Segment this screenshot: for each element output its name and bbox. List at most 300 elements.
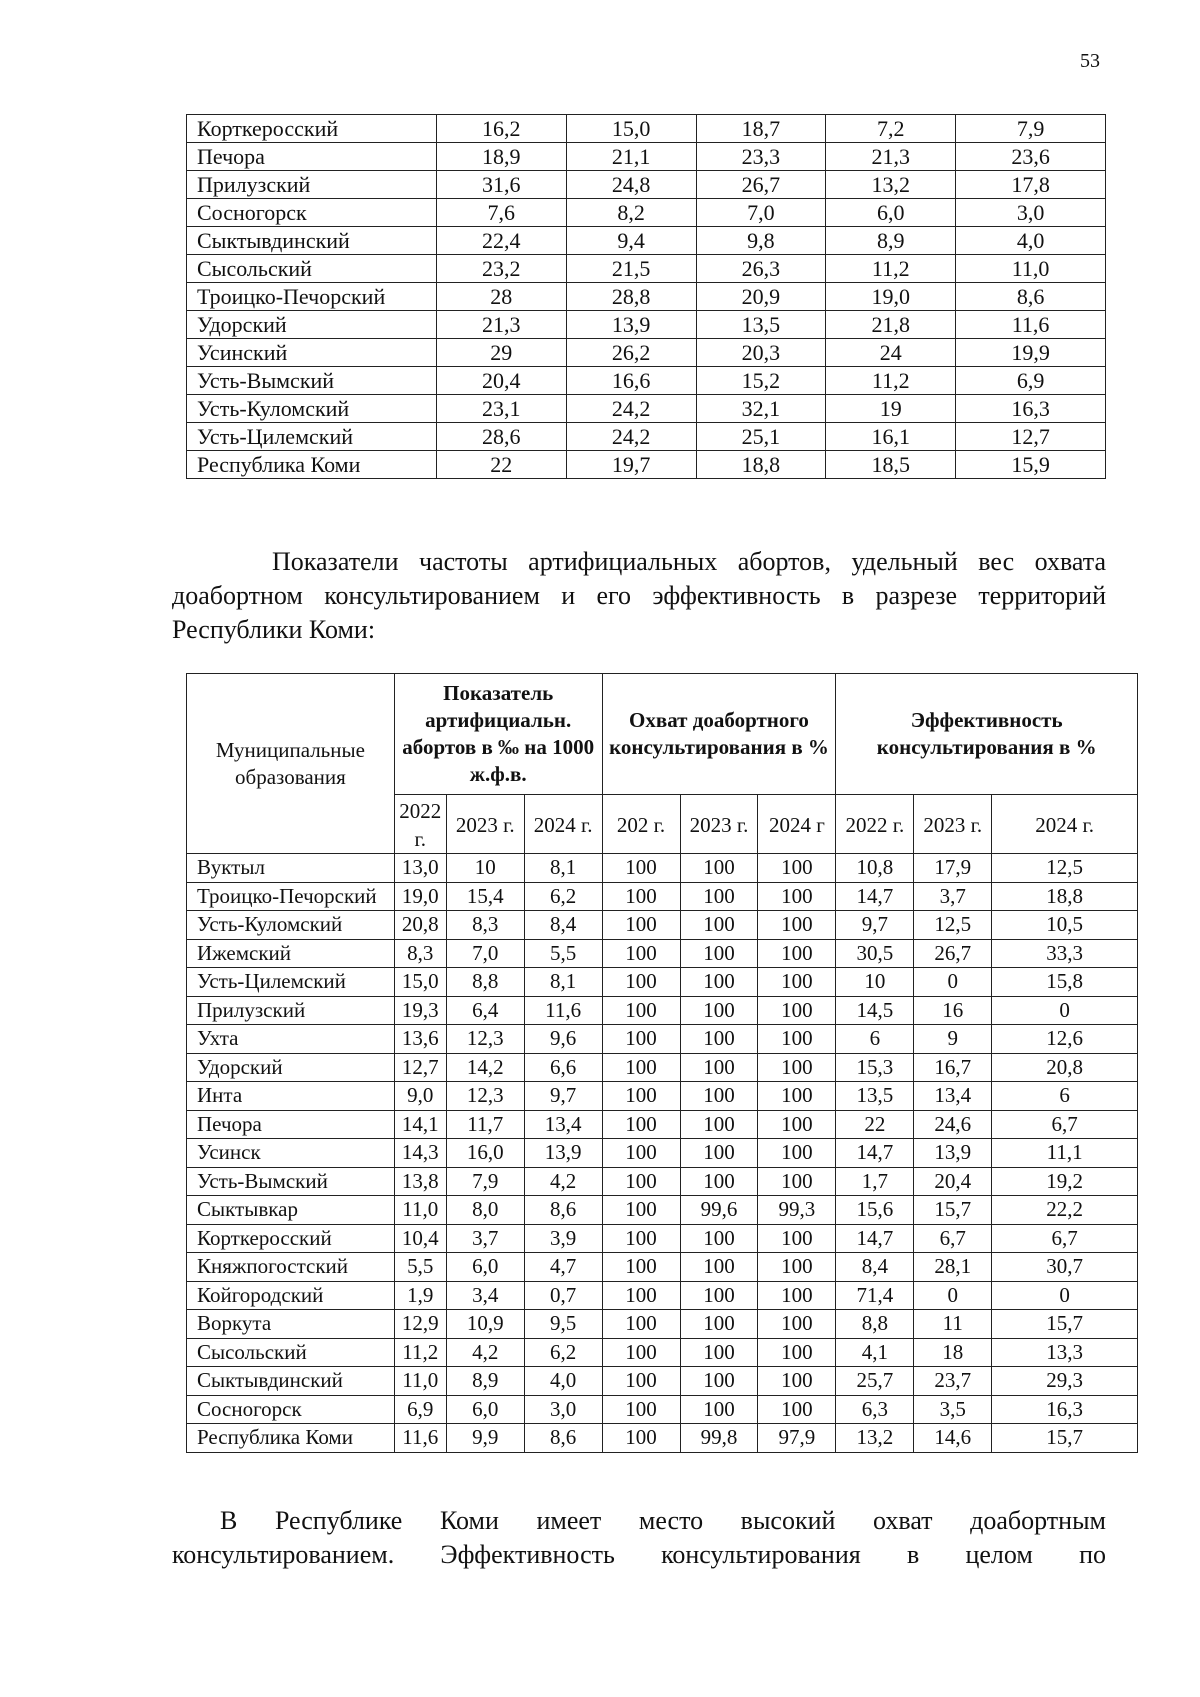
value-cell: 100	[602, 968, 680, 997]
value-cell: 9,9	[446, 1424, 524, 1453]
value-cell: 99,8	[680, 1424, 758, 1453]
value-cell: 6,7	[992, 1224, 1138, 1253]
value-cell: 15,7	[992, 1310, 1138, 1339]
value-cell: 0	[914, 968, 992, 997]
value-cell: 100	[602, 996, 680, 1025]
value-cell: 15,2	[696, 367, 826, 395]
value-cell: 3,7	[446, 1224, 524, 1253]
value-cell: 8,1	[524, 968, 602, 997]
value-cell: 100	[602, 854, 680, 883]
table-row	[187, 1167, 1138, 1196]
value-cell: 13,9	[914, 1139, 992, 1168]
region-name: Троицко-Печорский	[187, 882, 395, 911]
value-cell: 0	[992, 1281, 1138, 1310]
value-cell: 12,5	[914, 911, 992, 940]
header-efficiency: Эффективность консультирования в %	[836, 674, 1138, 795]
value-cell: 24,2	[566, 395, 696, 423]
value-cell: 100	[602, 1424, 680, 1453]
value-cell: 31,6	[436, 171, 566, 199]
year-header: 2022 г.	[836, 795, 914, 854]
value-cell: 15,9	[956, 451, 1106, 479]
table-row	[187, 171, 1106, 199]
value-cell: 100	[758, 1395, 836, 1424]
value-cell: 4,0	[956, 227, 1106, 255]
value-cell: 25,1	[696, 423, 826, 451]
table-row	[187, 1395, 1138, 1424]
value-cell: 21,3	[826, 143, 956, 171]
value-cell: 100	[758, 1367, 836, 1396]
value-cell: 100	[602, 1338, 680, 1367]
value-cell: 100	[758, 1281, 836, 1310]
value-cell: 8,6	[524, 1196, 602, 1225]
value-cell: 6,9	[394, 1395, 446, 1424]
value-cell: 20,3	[696, 339, 826, 367]
table-row	[187, 1424, 1138, 1453]
table-row	[187, 311, 1106, 339]
value-cell: 21,8	[826, 311, 956, 339]
value-cell: 100	[758, 882, 836, 911]
table-row	[187, 882, 1138, 911]
value-cell: 15,7	[992, 1424, 1138, 1453]
value-cell: 100	[680, 939, 758, 968]
year-header: 2023 г.	[680, 795, 758, 854]
value-cell: 8,8	[446, 968, 524, 997]
value-cell: 28	[436, 283, 566, 311]
value-cell: 100	[602, 1310, 680, 1339]
value-cell: 9,8	[696, 227, 826, 255]
value-cell: 9,4	[566, 227, 696, 255]
value-cell: 13,3	[992, 1338, 1138, 1367]
table-row	[187, 1110, 1138, 1139]
value-cell: 13,9	[566, 311, 696, 339]
value-cell: 20,9	[696, 283, 826, 311]
value-cell: 13,5	[836, 1082, 914, 1111]
value-cell: 4,2	[446, 1338, 524, 1367]
value-cell: 100	[758, 996, 836, 1025]
year-header: 2024 г	[758, 795, 836, 854]
table-row	[187, 1367, 1138, 1396]
value-cell: 8,3	[394, 939, 446, 968]
value-cell: 23,1	[436, 395, 566, 423]
value-cell: 100	[680, 1025, 758, 1054]
value-cell: 100	[758, 1224, 836, 1253]
value-cell: 100	[680, 1338, 758, 1367]
value-cell: 10	[836, 968, 914, 997]
region-name: Усть-Куломский	[187, 911, 395, 940]
value-cell: 10,8	[836, 854, 914, 883]
value-cell: 13,0	[394, 854, 446, 883]
value-cell: 28,8	[566, 283, 696, 311]
intro-paragraph: Показатели частоты артифициальных абортов, удельный вес охвата доабортном консультированием и его эффективность в разрезе территорий Республики Коми:	[172, 547, 1106, 644]
value-cell: 9,6	[524, 1025, 602, 1054]
region-name: Корткеросский	[187, 1224, 395, 1253]
region-name: Вуктыл	[187, 854, 395, 883]
region-name: Сыктывдинский	[187, 227, 437, 255]
value-cell: 13,8	[394, 1167, 446, 1196]
region-name: Усть-Цилемский	[187, 423, 437, 451]
region-name: Усть-Цилемский	[187, 968, 395, 997]
value-cell: 7,9	[956, 115, 1106, 143]
year-header: 2023 г.	[914, 795, 992, 854]
value-cell: 8,1	[524, 854, 602, 883]
value-cell: 20,4	[914, 1167, 992, 1196]
value-cell: 4,2	[524, 1167, 602, 1196]
value-cell: 14,1	[394, 1110, 446, 1139]
value-cell: 6,3	[836, 1395, 914, 1424]
region-name: Республика Коми	[187, 1424, 395, 1453]
value-cell: 14,2	[446, 1053, 524, 1082]
value-cell: 100	[758, 939, 836, 968]
value-cell: 15,0	[566, 115, 696, 143]
value-cell: 100	[680, 1281, 758, 1310]
value-cell: 100	[758, 911, 836, 940]
value-cell: 13,9	[524, 1139, 602, 1168]
value-cell: 14,3	[394, 1139, 446, 1168]
value-cell: 21,1	[566, 143, 696, 171]
value-cell: 100	[680, 1110, 758, 1139]
table-regions-1	[186, 114, 1106, 479]
value-cell: 18,9	[436, 143, 566, 171]
value-cell: 16,0	[446, 1139, 524, 1168]
region-name: Удорский	[187, 311, 437, 339]
value-cell: 100	[758, 968, 836, 997]
value-cell: 7,2	[826, 115, 956, 143]
page-number: 53	[1080, 50, 1100, 72]
table-row	[187, 199, 1106, 227]
value-cell: 22,2	[992, 1196, 1138, 1225]
value-cell: 7,6	[436, 199, 566, 227]
value-cell: 6,2	[524, 882, 602, 911]
value-cell: 20,4	[436, 367, 566, 395]
table-row	[187, 1224, 1138, 1253]
value-cell: 10,5	[992, 911, 1138, 940]
value-cell: 3,9	[524, 1224, 602, 1253]
value-cell: 11,0	[394, 1367, 446, 1396]
value-cell: 100	[602, 939, 680, 968]
value-cell: 100	[680, 854, 758, 883]
value-cell: 100	[680, 1367, 758, 1396]
region-name: Усинск	[187, 1139, 395, 1168]
region-name: Усинский	[187, 339, 437, 367]
value-cell: 11	[914, 1310, 992, 1339]
table-row	[187, 968, 1138, 997]
table-row	[187, 1025, 1138, 1054]
value-cell: 9	[914, 1025, 992, 1054]
value-cell: 25,7	[836, 1367, 914, 1396]
value-cell: 100	[758, 1025, 836, 1054]
value-cell: 100	[680, 968, 758, 997]
value-cell: 8,2	[566, 199, 696, 227]
value-cell: 26,2	[566, 339, 696, 367]
value-cell: 100	[680, 1310, 758, 1339]
value-cell: 11,7	[446, 1110, 524, 1139]
region-name: Княжпогостский	[187, 1253, 395, 1282]
value-cell: 8,4	[524, 911, 602, 940]
region-name: Корткеросский	[187, 115, 437, 143]
value-cell: 19,0	[826, 283, 956, 311]
value-cell: 100	[602, 1281, 680, 1310]
value-cell: 100	[758, 1310, 836, 1339]
value-cell: 18,5	[826, 451, 956, 479]
region-name: Удорский	[187, 1053, 395, 1082]
table-row	[187, 255, 1106, 283]
value-cell: 100	[758, 1167, 836, 1196]
region-name: Прилузский	[187, 996, 395, 1025]
value-cell: 7,0	[446, 939, 524, 968]
region-name: Ухта	[187, 1025, 395, 1054]
value-cell: 22	[836, 1110, 914, 1139]
value-cell: 5,5	[394, 1253, 446, 1282]
table-row	[187, 911, 1138, 940]
table-row	[187, 854, 1138, 883]
value-cell: 19,2	[992, 1167, 1138, 1196]
value-cell: 100	[602, 1082, 680, 1111]
value-cell: 3,5	[914, 1395, 992, 1424]
region-name: Усть-Вымский	[187, 367, 437, 395]
region-name: Прилузский	[187, 171, 437, 199]
value-cell: 9,0	[394, 1082, 446, 1111]
value-cell: 12,6	[992, 1025, 1138, 1054]
value-cell: 6,6	[524, 1053, 602, 1082]
value-cell: 21,3	[436, 311, 566, 339]
value-cell: 12,7	[394, 1053, 446, 1082]
value-cell: 16,6	[566, 367, 696, 395]
value-cell: 14,7	[836, 1224, 914, 1253]
table-row	[187, 115, 1106, 143]
value-cell: 3,4	[446, 1281, 524, 1310]
table-row	[187, 996, 1138, 1025]
value-cell: 12,9	[394, 1310, 446, 1339]
table-row	[187, 227, 1106, 255]
value-cell: 30,7	[992, 1253, 1138, 1282]
value-cell: 100	[758, 1253, 836, 1282]
value-cell: 9,7	[524, 1082, 602, 1111]
year-header: 2024 г.	[992, 795, 1138, 854]
value-cell: 19,0	[394, 882, 446, 911]
value-cell: 8,9	[446, 1367, 524, 1396]
value-cell: 100	[680, 996, 758, 1025]
value-cell: 23,7	[914, 1367, 992, 1396]
value-cell: 28,1	[914, 1253, 992, 1282]
value-cell: 99,3	[758, 1196, 836, 1225]
value-cell: 4,1	[836, 1338, 914, 1367]
value-cell: 13,2	[836, 1424, 914, 1453]
value-cell: 13,5	[696, 311, 826, 339]
value-cell: 18,8	[992, 882, 1138, 911]
region-name: Воркута	[187, 1310, 395, 1339]
value-cell: 14,5	[836, 996, 914, 1025]
value-cell: 28,6	[436, 423, 566, 451]
table-row	[187, 395, 1106, 423]
value-cell: 6,4	[446, 996, 524, 1025]
year-header: 202 г.	[602, 795, 680, 854]
value-cell: 24,2	[566, 423, 696, 451]
value-cell: 100	[758, 1110, 836, 1139]
value-cell: 100	[758, 1139, 836, 1168]
value-cell: 18	[914, 1338, 992, 1367]
value-cell: 1,9	[394, 1281, 446, 1310]
value-cell: 17,8	[956, 171, 1106, 199]
value-cell: 9,5	[524, 1310, 602, 1339]
value-cell: 10,4	[394, 1224, 446, 1253]
value-cell: 15,6	[836, 1196, 914, 1225]
value-cell: 10	[446, 854, 524, 883]
value-cell: 8,8	[836, 1310, 914, 1339]
value-cell: 20,8	[394, 911, 446, 940]
value-cell: 100	[602, 1110, 680, 1139]
value-cell: 15,8	[992, 968, 1138, 997]
value-cell: 9,7	[836, 911, 914, 940]
value-cell: 100	[602, 1139, 680, 1168]
value-cell: 71,4	[836, 1281, 914, 1310]
value-cell: 16	[914, 996, 992, 1025]
value-cell: 14,7	[836, 1139, 914, 1168]
value-cell: 100	[602, 1395, 680, 1424]
value-cell: 8,4	[836, 1253, 914, 1282]
value-cell: 16,3	[956, 395, 1106, 423]
region-name: Печора	[187, 143, 437, 171]
value-cell: 11,0	[394, 1196, 446, 1225]
value-cell: 20,8	[992, 1053, 1138, 1082]
value-cell: 100	[602, 1025, 680, 1054]
value-cell: 6,7	[992, 1110, 1138, 1139]
region-name: Троицко-Печорский	[187, 283, 437, 311]
value-cell: 8,3	[446, 911, 524, 940]
value-cell: 100	[680, 1167, 758, 1196]
value-cell: 10,9	[446, 1310, 524, 1339]
table-row	[187, 143, 1106, 171]
value-cell: 16,7	[914, 1053, 992, 1082]
region-name: Печора	[187, 1110, 395, 1139]
table-row	[187, 1281, 1138, 1310]
value-cell: 22	[436, 451, 566, 479]
value-cell: 6,2	[524, 1338, 602, 1367]
value-cell: 100	[602, 911, 680, 940]
value-cell: 100	[680, 1253, 758, 1282]
table-row	[187, 1196, 1138, 1225]
table-row	[187, 339, 1106, 367]
value-cell: 6,0	[446, 1395, 524, 1424]
value-cell: 13,6	[394, 1025, 446, 1054]
value-cell: 100	[680, 1395, 758, 1424]
table-row	[187, 1082, 1138, 1111]
value-cell: 23,2	[436, 255, 566, 283]
value-cell: 26,7	[914, 939, 992, 968]
table-row	[187, 1253, 1138, 1282]
value-cell: 100	[602, 1367, 680, 1396]
value-cell: 29	[436, 339, 566, 367]
value-cell: 100	[602, 1167, 680, 1196]
year-header: 2022 г.	[394, 795, 446, 854]
value-cell: 100	[680, 1082, 758, 1111]
value-cell: 100	[680, 882, 758, 911]
value-cell: 32,1	[696, 395, 826, 423]
value-cell: 15,4	[446, 882, 524, 911]
value-cell: 11,6	[394, 1424, 446, 1453]
value-cell: 100	[602, 1253, 680, 1282]
value-cell: 7,9	[446, 1167, 524, 1196]
region-name: Усть-Вымский	[187, 1167, 395, 1196]
value-cell: 16,3	[992, 1395, 1138, 1424]
value-cell: 6,0	[826, 199, 956, 227]
value-cell: 6	[992, 1082, 1138, 1111]
value-cell: 100	[680, 1139, 758, 1168]
region-name: Республика Коми	[187, 451, 437, 479]
value-cell: 8,6	[524, 1424, 602, 1453]
region-name: Сыктывдинский	[187, 1367, 395, 1396]
value-cell: 100	[680, 1053, 758, 1082]
value-cell: 19,7	[566, 451, 696, 479]
value-cell: 24,8	[566, 171, 696, 199]
value-cell: 97,9	[758, 1424, 836, 1453]
value-cell: 4,0	[524, 1367, 602, 1396]
value-cell: 17,9	[914, 854, 992, 883]
value-cell: 11,2	[826, 255, 956, 283]
value-cell: 6,0	[446, 1253, 524, 1282]
value-cell: 15,0	[394, 968, 446, 997]
value-cell: 4,7	[524, 1253, 602, 1282]
value-cell: 100	[758, 1053, 836, 1082]
value-cell: 18,7	[696, 115, 826, 143]
value-cell: 23,3	[696, 143, 826, 171]
value-cell: 3,0	[956, 199, 1106, 227]
header-abortion-rate: Показатель артифициальн. абортов в ‰ на 1000 ж.ф.в.	[394, 674, 602, 795]
value-cell: 0	[914, 1281, 992, 1310]
value-cell: 1,7	[836, 1167, 914, 1196]
table-row	[187, 283, 1106, 311]
value-cell: 13,4	[914, 1082, 992, 1111]
value-cell: 11,6	[524, 996, 602, 1025]
value-cell: 21,5	[566, 255, 696, 283]
value-cell: 13,4	[524, 1110, 602, 1139]
value-cell: 100	[758, 1338, 836, 1367]
table-row	[187, 1053, 1138, 1082]
value-cell: 30,5	[836, 939, 914, 968]
value-cell: 6,9	[956, 367, 1106, 395]
region-name: Сосногорск	[187, 1395, 395, 1424]
region-name: Сысольский	[187, 255, 437, 283]
year-header: 2023 г.	[446, 795, 524, 854]
value-cell: 5,5	[524, 939, 602, 968]
value-cell: 11,6	[956, 311, 1106, 339]
value-cell: 18,8	[696, 451, 826, 479]
region-name: Койгородский	[187, 1281, 395, 1310]
value-cell: 22,4	[436, 227, 566, 255]
value-cell: 11,1	[992, 1139, 1138, 1168]
value-cell: 100	[602, 1196, 680, 1225]
region-name: Инта	[187, 1082, 395, 1111]
value-cell: 14,7	[836, 882, 914, 911]
value-cell: 100	[758, 854, 836, 883]
table-abortion-stats	[186, 673, 1138, 1453]
value-cell: 16,1	[826, 423, 956, 451]
value-cell: 11,2	[826, 367, 956, 395]
value-cell: 26,3	[696, 255, 826, 283]
header-municipal: Муниципальные образования	[187, 674, 395, 854]
value-cell: 19	[826, 395, 956, 423]
value-cell: 8,9	[826, 227, 956, 255]
value-cell: 19,3	[394, 996, 446, 1025]
value-cell: 12,3	[446, 1082, 524, 1111]
region-name: Ижемский	[187, 939, 395, 968]
value-cell: 6,7	[914, 1224, 992, 1253]
region-name: Сыктывкар	[187, 1196, 395, 1225]
value-cell: 100	[602, 1224, 680, 1253]
table-row	[187, 939, 1138, 968]
value-cell: 12,3	[446, 1025, 524, 1054]
value-cell: 13,2	[826, 171, 956, 199]
value-cell: 15,3	[836, 1053, 914, 1082]
